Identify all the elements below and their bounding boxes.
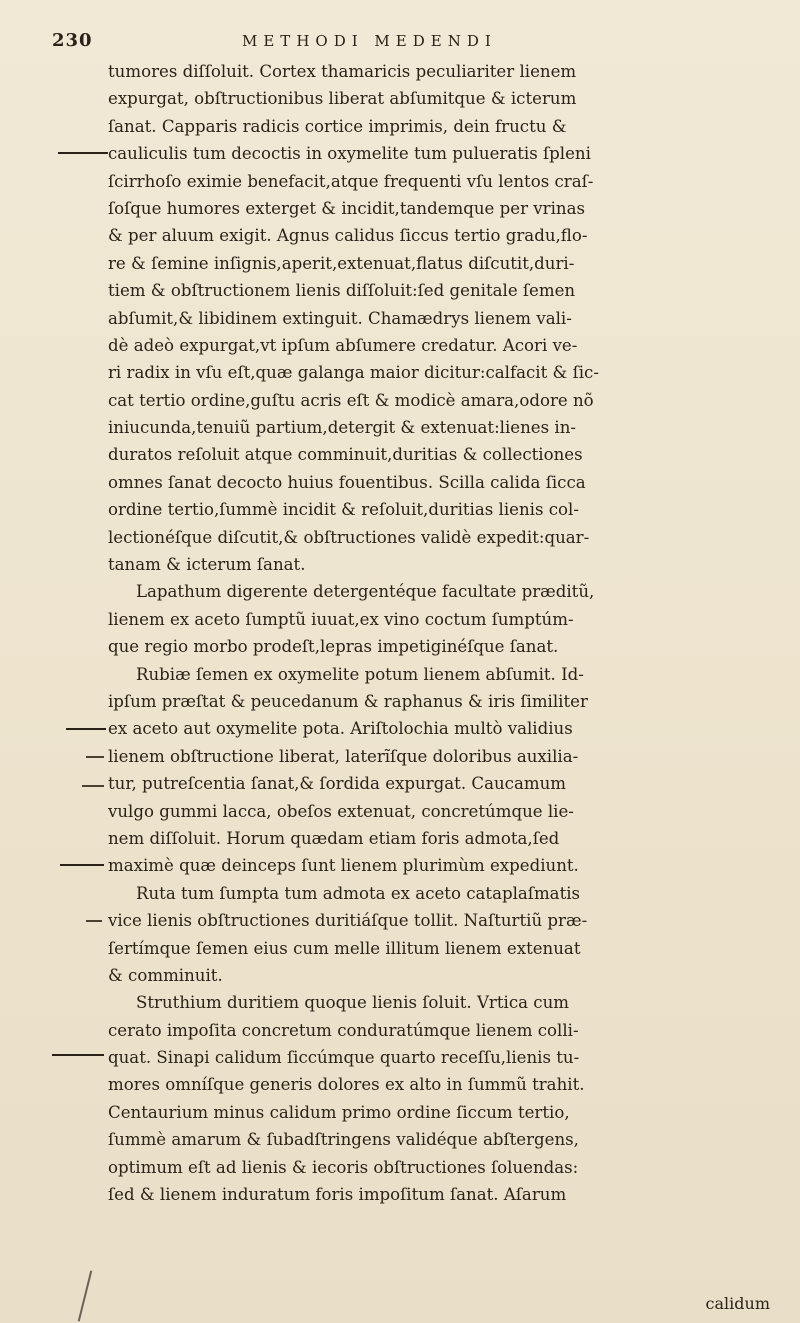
text-line: ipſum præſtat & peucedanum & raphanus & iris ſimiliter	[108, 691, 588, 711]
text-line: ſertímque ſemen eius cum melle illitum lienem extenuat	[108, 938, 581, 958]
text-line: nem diſſoluit. Horum quædam etiam foris admota,ſed	[108, 828, 560, 848]
text-line: lectionéſque diſcutit,& obſtructiones validè expedit:quar-	[108, 527, 590, 547]
text-line: que regio morbo prodeſt,lepras impetiginéſque ſanat.	[108, 637, 559, 657]
margin-mark	[60, 864, 104, 866]
text-line: cat tertio ordine,guſtu acris eſt & modicè amara,odore nõ	[108, 390, 594, 410]
text-line: tanam & icterum ſanat.	[108, 555, 306, 575]
text-line: ordine tertio,ſummè incidit & reſoluit,duritias lienis col-	[108, 500, 579, 520]
text-line: ſed & lienem induratum foris impoſitum ſanat. Aſarum	[108, 1185, 567, 1205]
text-line: vice lienis obſtructiones duritiáſque tollit. Naſturtiũ præ-	[108, 911, 588, 931]
text-line: iniucunda,tenuiũ partium,detergit & extenuat:lienes in-	[108, 418, 577, 438]
text-line: ſanat. Capparis radicis cortice imprimis, dein fructu &	[108, 116, 567, 136]
text-line: tumores diſſoluit. Cortex thamaricis peculiariter lienem	[108, 62, 577, 81]
text-line: mores omníſque generis dolores ex alto in ſummũ trahit.	[108, 1075, 585, 1095]
text-line: duratos reſoluit atque comminuit,duritias & collectiones	[108, 445, 583, 465]
text-line: & per aluum exigit. Agnus calidus ſiccus tertio gradu,flo-	[108, 226, 588, 246]
text-line: cerato impoſita concretum conduratúmque lienem colli-	[108, 1020, 579, 1040]
paragraph-start-line: Ruta tum ſumpta tum admota ex aceto cataplaſmatis	[136, 883, 581, 903]
pencil-stroke	[78, 1271, 93, 1322]
text-line: tiem & obſtructionem lienis diſſoluit:ſed genitale ſemen	[108, 281, 576, 301]
text-line: tur, putreſcentia ſanat,& ſordida expurgat. Caucamum	[108, 774, 566, 794]
body-text	[108, 58, 788, 1208]
margin-mark	[58, 152, 108, 154]
text-line: ex aceto aut oxymelite pota. Ariſtolochia multò validius	[108, 719, 573, 739]
text-line: expurgat, obſtructionibus liberat abſumitque & icterum	[108, 89, 577, 109]
text-line: abſumit,& libidinem extinguit. Chamædrys lienem vali-	[108, 308, 572, 328]
page-number: 230	[52, 30, 93, 51]
text-line: optimum eſt ad lienis & iecoris obſtructiones ſoluendas:	[108, 1157, 579, 1177]
text-line: lienem obſtructione liberat, laterĩſque doloribus auxilia-	[108, 746, 579, 766]
page-header	[52, 22, 760, 62]
text-line: omnes ſanat decocto huius fouentibus. Scilla calida ſicca	[108, 472, 586, 492]
margin-mark	[52, 1054, 104, 1056]
text-line: dè adeò expurgat,vt ipſum abſumere credatur. Acori ve-	[108, 335, 578, 355]
paragraph-start-line: Struthium duritiem quoque lienis ſoluit. Vrtica cum	[136, 993, 570, 1013]
text-line: ri radix in vſu eſt,quæ galanga maior dicitur:calfacit & ſic-	[108, 363, 599, 383]
text-line: maximè quæ deinceps ſunt lienem plurimùm expediunt.	[108, 856, 579, 876]
text-line: ſoſque humores exterget & incidit,tandemque per vrinas	[108, 198, 586, 218]
margin-mark	[86, 756, 104, 758]
margin-mark	[66, 728, 106, 730]
paragraph-start-line: Rubiæ ſemen ex oxymelite potum lienem abſumit. Id-	[136, 664, 584, 684]
text-line: ſcirrhoſo eximie benefacit,atque frequenti vſu lentos craſ-	[108, 171, 594, 191]
text-line: vulgo gummi lacca, obeſos extenuat, concretúmque lie-	[108, 801, 574, 821]
text-line: re & ſemine inſignis,aperit,extenuat,flatus diſcutit,duri-	[108, 253, 575, 273]
paragraph-start-line: Lapathum digerente detergentéque facultate præditũ,	[136, 582, 595, 602]
running-head: METHODI MEDENDI	[242, 32, 497, 50]
text-line: cauliculis tum decoctis in oxymelite tum pulueratis ſpleni	[108, 144, 591, 164]
margin-mark	[86, 920, 102, 922]
text-line: lienem ex aceto ſumptũ iuuat,ex vino coctum ſumptúm-	[108, 609, 574, 629]
margin-mark	[82, 785, 104, 787]
catchword: calidum	[705, 1294, 770, 1313]
text-line: Centaurium minus calidum primo ordine ſiccum tertio,	[108, 1102, 570, 1122]
text-line: ſummè amarum & ſubadſtringens validéque abſtergens,	[108, 1130, 579, 1150]
text-line: & comminuit.	[108, 965, 223, 985]
text-line: quat. Sinapi calidum ſiccúmque quarto receſſu,lienis tu-	[108, 1048, 580, 1068]
